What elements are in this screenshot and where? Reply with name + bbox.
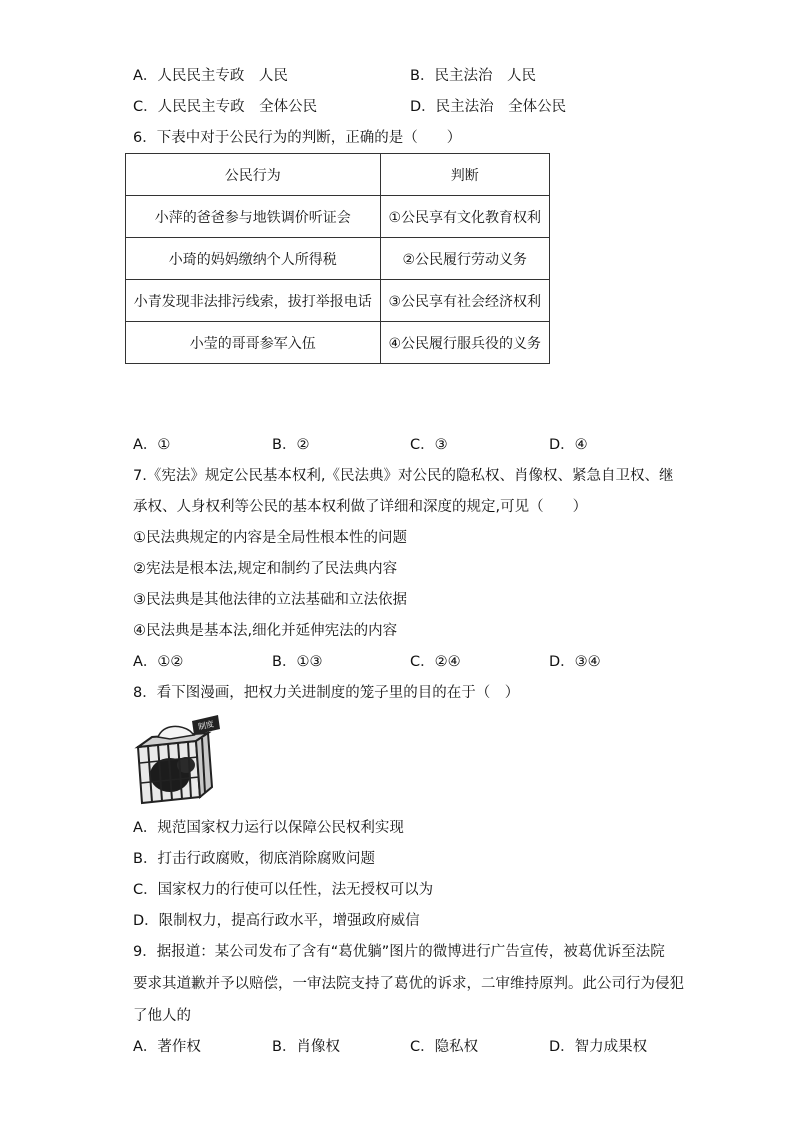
q6-table: [125, 153, 550, 364]
table-row: [126, 322, 550, 364]
q7-option-a: A．①②: [133, 654, 184, 670]
q6-option-c: C．③: [410, 437, 448, 453]
q7-item-3: ③民法典是其他法律的立法基础和立法依据: [133, 592, 407, 608]
power-cage-cartoon: [130, 713, 222, 805]
table-cell-behavior: 小莹的哥哥参军入伍: [126, 322, 381, 364]
q7-stem-line2: 承权、人身权利等公民的基本权利做了详细和深度的规定,可见（ ）: [133, 499, 588, 515]
q5-option-b: B．民主法治 人民: [410, 68, 536, 84]
table-cell-judgment: ③公民享有社会经济权利: [380, 280, 549, 322]
q5-option-d: D．民主法治 全体公民: [410, 99, 567, 115]
cartoon-tag-label: 制度: [197, 719, 215, 732]
table-cell-behavior: 小萍的爸爸参与地铁调价听证会: [126, 196, 381, 238]
q9-stem-line1: 9．据报道：某公司发布了含有“葛优躺”图片的微博进行广告宣传，被葛优诉至法院: [133, 944, 665, 960]
q9-option-a: A．著作权: [133, 1039, 201, 1055]
table-cell-judgment: ①公民享有文化教育权利: [380, 196, 549, 238]
q7-item-4: ④民法典是基本法,细化并延伸宪法的内容: [133, 623, 398, 639]
table-cell-behavior: 小琦的妈妈缴纳个人所得税: [126, 238, 381, 280]
q7-option-c: C．②④: [410, 654, 461, 670]
q5-option-c: C．人民民主专政 全体公民: [133, 99, 318, 115]
table-row: [126, 196, 550, 238]
table-cell-behavior: 小青发现非法排污线索，拔打举报电话: [126, 280, 381, 322]
q8-option-d: D．限制权力，提高行政水平，增强政府威信: [133, 913, 420, 929]
q7-stem-line1: 7.《宪法》规定公民基本权利,《民法典》对公民的隐私权、肖像权、紧急自卫权、继: [133, 468, 674, 484]
table-header-judgment: 判断: [380, 154, 549, 196]
q9-stem-line3: 了他人的: [133, 1008, 191, 1024]
q6-stem: 6．下表中对于公民行为的判断，正确的是（ ）: [133, 130, 462, 146]
q7-item-1: ①民法典规定的内容是全局性根本性的问题: [133, 530, 407, 546]
q9-stem-line2: 要求其道歉并予以赔偿，一审法院支持了葛优的诉求，二审维持原判。此公司行为侵犯: [133, 976, 684, 992]
q9-option-c: C．隐私权: [410, 1039, 479, 1055]
q8-option-a: A．规范国家权力运行以保障公民权利实现: [133, 820, 404, 836]
table-cell-judgment: ②公民履行劳动义务: [380, 238, 549, 280]
q8-stem: 8．看下图漫画，把权力关进制度的笼子里的目的在于（ ）: [133, 685, 520, 701]
table-header-row: [126, 154, 550, 196]
q6-option-d: D．④: [549, 437, 588, 453]
table-header-behavior: 公民行为: [126, 154, 381, 196]
q8-option-b: B．打击行政腐败，彻底消除腐败问题: [133, 851, 375, 867]
q7-option-d: D．③④: [549, 654, 601, 670]
q6-option-a: A．①: [133, 437, 171, 453]
q8-option-c: C．国家权力的行使可以任性，法无授权可以为: [133, 882, 434, 898]
q7-item-2: ②宪法是根本法,规定和制约了民法典内容: [133, 561, 398, 577]
q7-option-b: B．①③: [272, 654, 323, 670]
q5-option-a: A．人民民主专政 人民: [133, 68, 288, 84]
table-cell-judgment: ④公民履行服兵役的义务: [380, 322, 549, 364]
q9-option-b: B．肖像权: [272, 1039, 340, 1055]
q6-option-b: B．②: [272, 437, 310, 453]
q9-option-d: D．智力成果权: [549, 1039, 648, 1055]
table-row: [126, 280, 550, 322]
table-row: [126, 238, 550, 280]
